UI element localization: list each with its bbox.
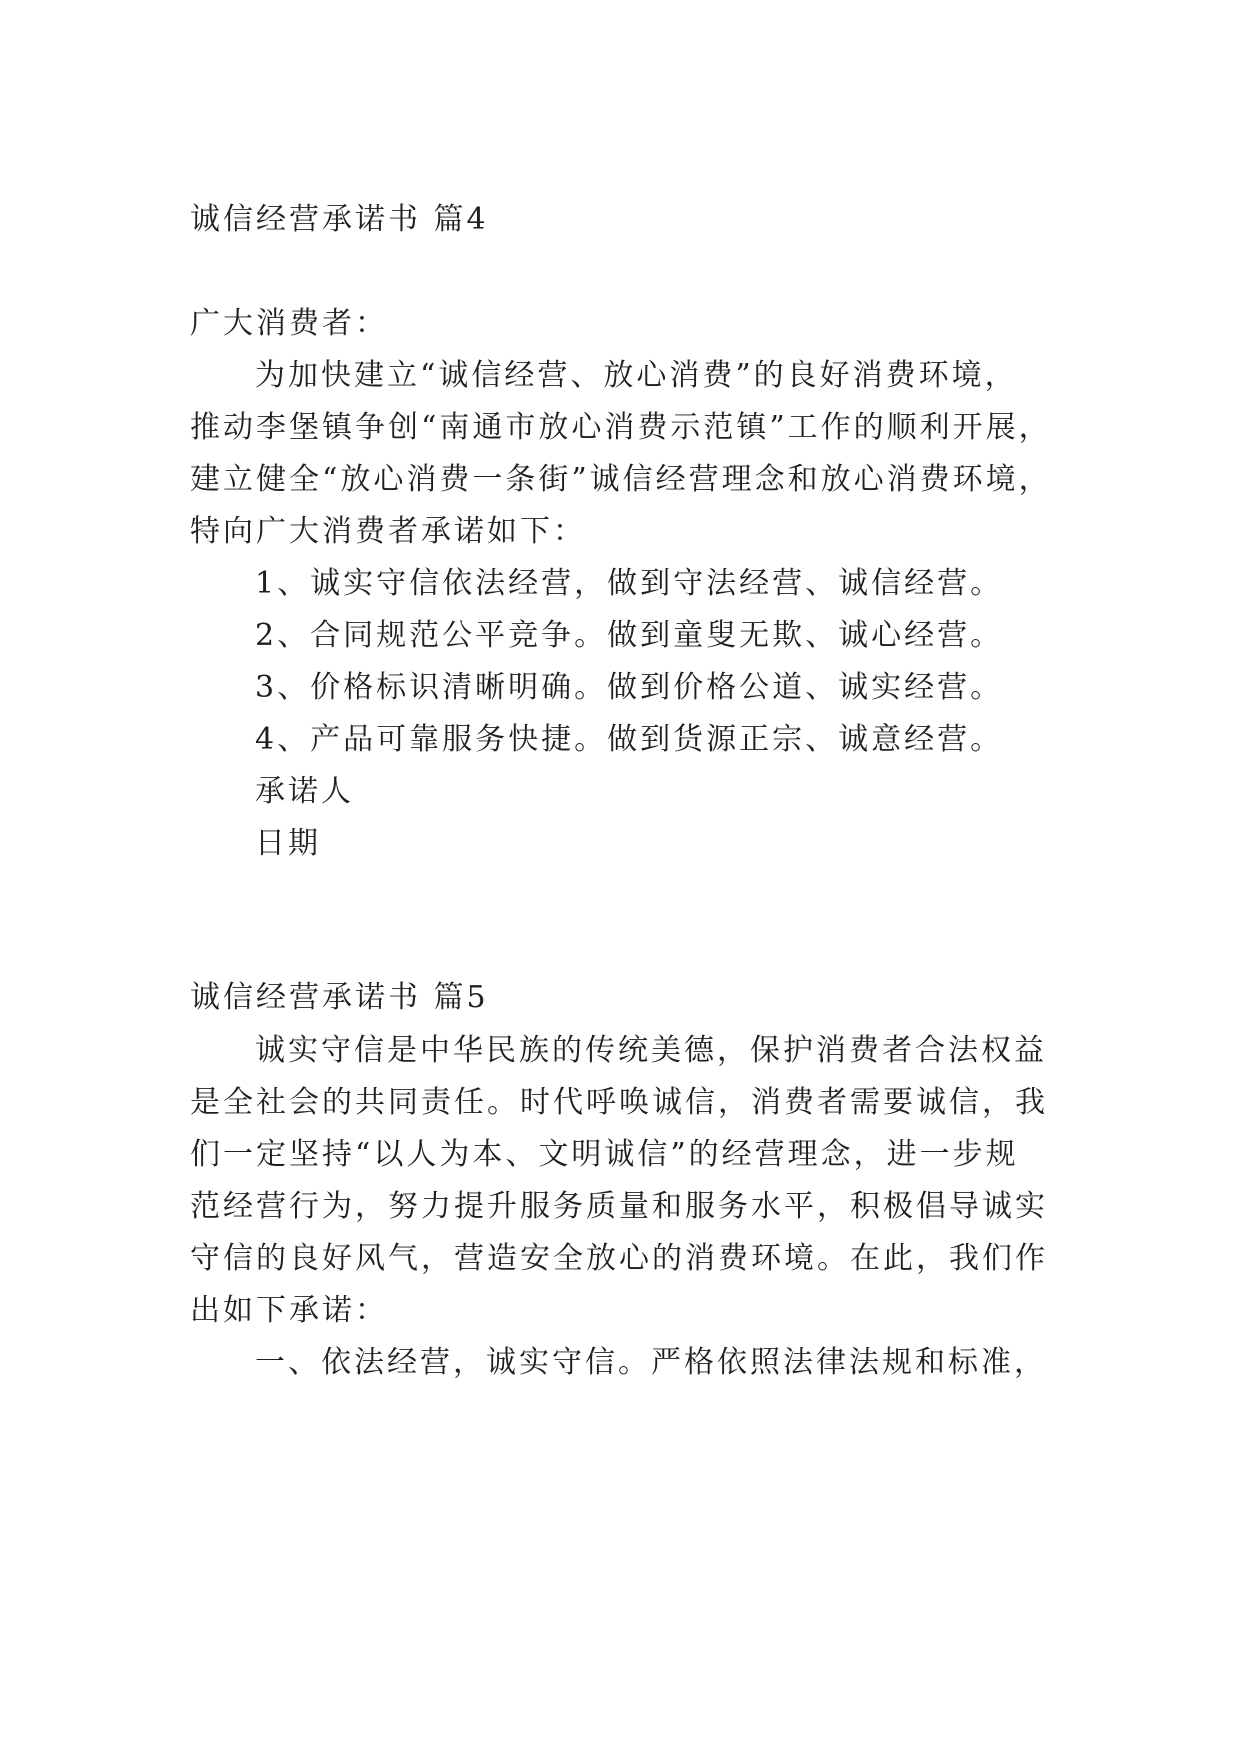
paragraph-line: 诚实守信是中华民族的传统美德，保护消费者合法权益 <box>255 1033 1047 1068</box>
section4-title: 诚信经营承诺书 篇4 <box>190 202 489 237</box>
section5-title: 诚信经营承诺书 篇5 <box>190 980 489 1015</box>
list-item: 4、产品可靠服务快捷。做到货源正宗、诚意经营。 <box>255 722 1004 757</box>
paragraph-line: 守信的良好风气，营造安全放心的消费环境。在此，我们作 <box>190 1241 1048 1276</box>
paragraph-line: 特向广大消费者承诺如下： <box>190 514 586 549</box>
signer-label: 承诺人 <box>255 774 354 809</box>
paragraph-line: 为加快建立“诚信经营、放心消费”的良好消费环境， <box>255 358 1018 393</box>
paragraph-line: 们一定坚持“以人为本、文明诚信”的经营理念，进一步规 <box>190 1137 1019 1172</box>
list-item: 一、依法经营，诚实守信。严格依照法律法规和标准， <box>255 1345 1047 1380</box>
date-label: 日期 <box>255 826 321 861</box>
paragraph-line: 出如下承诺： <box>190 1293 388 1328</box>
paragraph-line: 范经营行为，努力提升服务质量和服务水平，积极倡导诚实 <box>190 1189 1048 1224</box>
paragraph-line: 推动李堡镇争创“南通市放心消费示范镇”工作的顺利开展， <box>190 410 1052 445</box>
list-item: 1、诚实守信依法经营，做到守法经营、诚信经营。 <box>255 566 1004 601</box>
list-item: 2、合同规范公平竞争。做到童叟无欺、诚心经营。 <box>255 618 1004 653</box>
paragraph-line: 建立健全“放心消费一条街”诚信经营理念和放心消费环境， <box>190 462 1052 497</box>
list-item: 3、价格标识清晰明确。做到价格公道、诚实经营。 <box>255 670 1004 705</box>
section4-salutation: 广大消费者： <box>190 306 388 341</box>
paragraph-line: 是全社会的共同责任。时代呼唤诚信，消费者需要诚信，我 <box>190 1085 1048 1120</box>
